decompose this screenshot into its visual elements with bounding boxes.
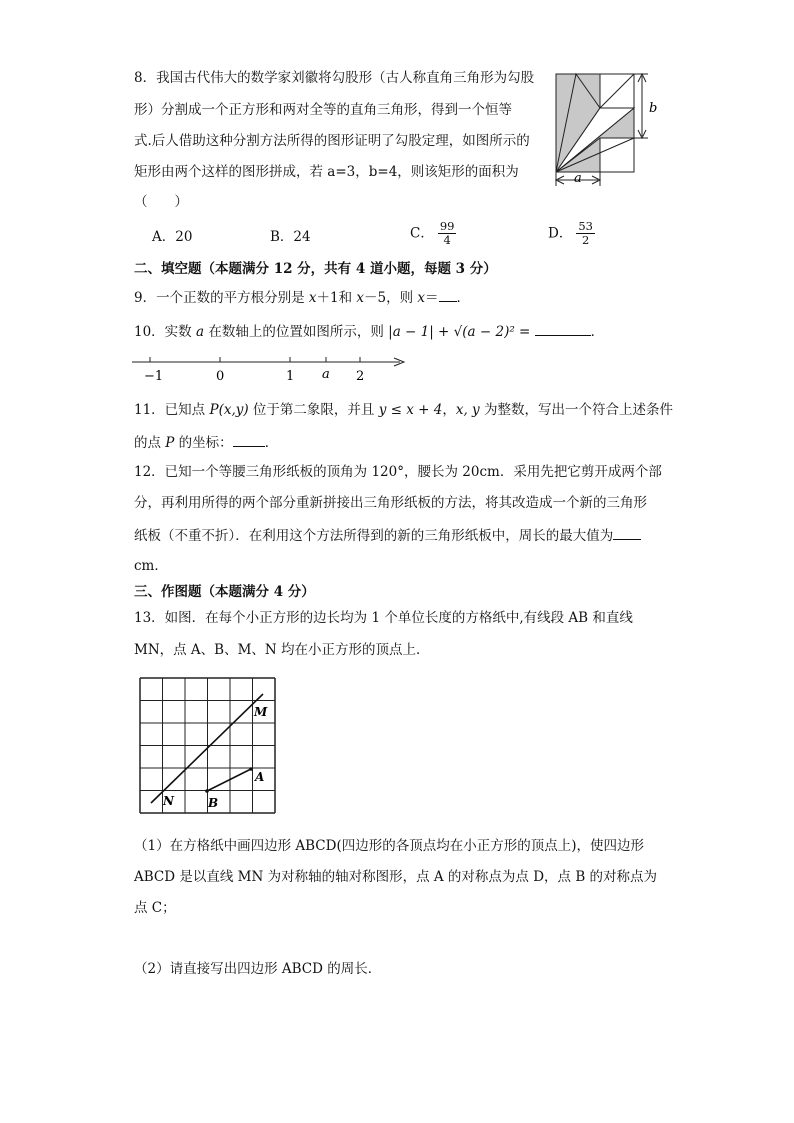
section-2-heading: 二、填空题（本题满分 12 分，共有 4 道小题，每题 3 分） <box>134 261 497 277</box>
q12-answer-blank <box>613 526 641 540</box>
q11-line-2: 的点 P 的坐标： ． <box>134 435 279 451</box>
q9-answer-blank <box>439 288 457 302</box>
label-b: B <box>208 796 219 810</box>
tick-label-0: 0 <box>216 369 225 384</box>
q13-part1-line-2: ABCD 是以直线 MN 为对称轴的轴对称图形，点 A 的对称点为点 D，点 B 的对称点为 <box>134 869 658 885</box>
q8-line-4: 矩形由两个这样的图形拼成，若 a=3，b=4，则该矩形的面积为 <box>134 164 519 180</box>
label-n: N <box>163 794 174 808</box>
segment-ab <box>207 769 251 791</box>
q9-text: 9．一个正数的平方根分别是 x＋1和 x－5，则 x＝ ． <box>134 290 471 306</box>
q8-option-a: A．20 <box>152 229 193 245</box>
q8-option-b: B．24 <box>270 229 311 245</box>
q10-expression: |a − 1| + √(a − 2)² = <box>388 324 531 340</box>
q10-answer-blank <box>535 322 591 336</box>
q10-text: 10．实数 a 在数轴上的位置如图所示，则 |a − 1| + √(a − 2)² = ． <box>134 324 605 340</box>
label-a: A <box>255 770 265 784</box>
section-3-heading: 三、作图题（本题满分 4 分） <box>134 584 315 600</box>
q13-part1-line-3: 点 C； <box>134 900 176 916</box>
q8-option-d-label: D． <box>548 225 573 242</box>
q10-number-line <box>128 350 418 386</box>
q8-option-c-label: C． <box>410 225 434 242</box>
q12-line-1: 12．已知一个等腰三角形纸板的顶角为 120°，腰长为 20cm．采用先把它剪开成两个部 <box>134 464 662 480</box>
q8-label-b: b <box>649 101 658 116</box>
label-m: M <box>254 705 268 719</box>
q8-line-3: 式.后人借助这种分割方法所得的图形证明了勾股定理，如图所示的 <box>134 133 530 149</box>
q8-option-d <box>548 220 595 247</box>
q12-line-3: 纸板（不重不折）．在利用这个方法所得到的新的三角形纸板中，周长的最大值为 <box>134 526 641 545</box>
q8-option-d-denominator: 2 <box>581 233 590 247</box>
q8-label-a: a <box>574 171 582 186</box>
q8-rectangle-figure <box>548 70 668 188</box>
q8-line-2: 形）分割成一个正方形和两对全等的直角三角形，得到一个恒等 <box>134 102 512 118</box>
q12-line-2: 分，再利用所得的两个部分重新拼接出三角形纸板的方法，将其改造成一个新的三角形 <box>134 495 647 511</box>
tick-label-1: 1 <box>286 369 295 384</box>
q13-line-1: 13．如图．在每个小正方形的边长均为 1 个单位长度的方格纸中,有线段 AB 和直线 <box>134 610 633 626</box>
q11-line-1: 11．已知点 P(x,y) 位于第二象限，并且 y ≤ x + 4，x, y 为整数，写出一个符合上述条件 <box>134 402 673 418</box>
tick-label-neg1: −1 <box>144 369 164 384</box>
q12-line-4: cm． <box>134 558 168 574</box>
q13-line-2: MN，点 A、B、M、N 均在小正方形的顶点上． <box>134 642 430 658</box>
q11-answer-blank <box>233 433 265 447</box>
grid-lines <box>140 678 275 813</box>
tick-label-2: 2 <box>356 369 365 384</box>
q8-option-c-denominator: 4 <box>443 233 451 247</box>
q13-part1-line-1: （1）在方格纸中画四边形 ABCD(四边形的各顶点均在小正方形的顶点上)，使四边形 <box>134 838 644 854</box>
q8-option-c <box>410 220 456 247</box>
tick-label-a: a <box>322 367 330 382</box>
q8-option-d-numerator: 53 <box>578 219 593 233</box>
q13-part2: （2）请直接写出四边形 ABCD 的周长． <box>134 961 382 977</box>
q8-line-1: 8．我国古代伟大的数学家刘徽将勾股形（古人称直角三角形为勾股 <box>134 70 535 86</box>
q8-option-c-numerator: 99 <box>439 219 455 233</box>
q13-grid-figure <box>136 674 281 819</box>
q8-bottom-square <box>600 138 634 172</box>
q8-answer-paren: （ ） <box>134 194 188 210</box>
